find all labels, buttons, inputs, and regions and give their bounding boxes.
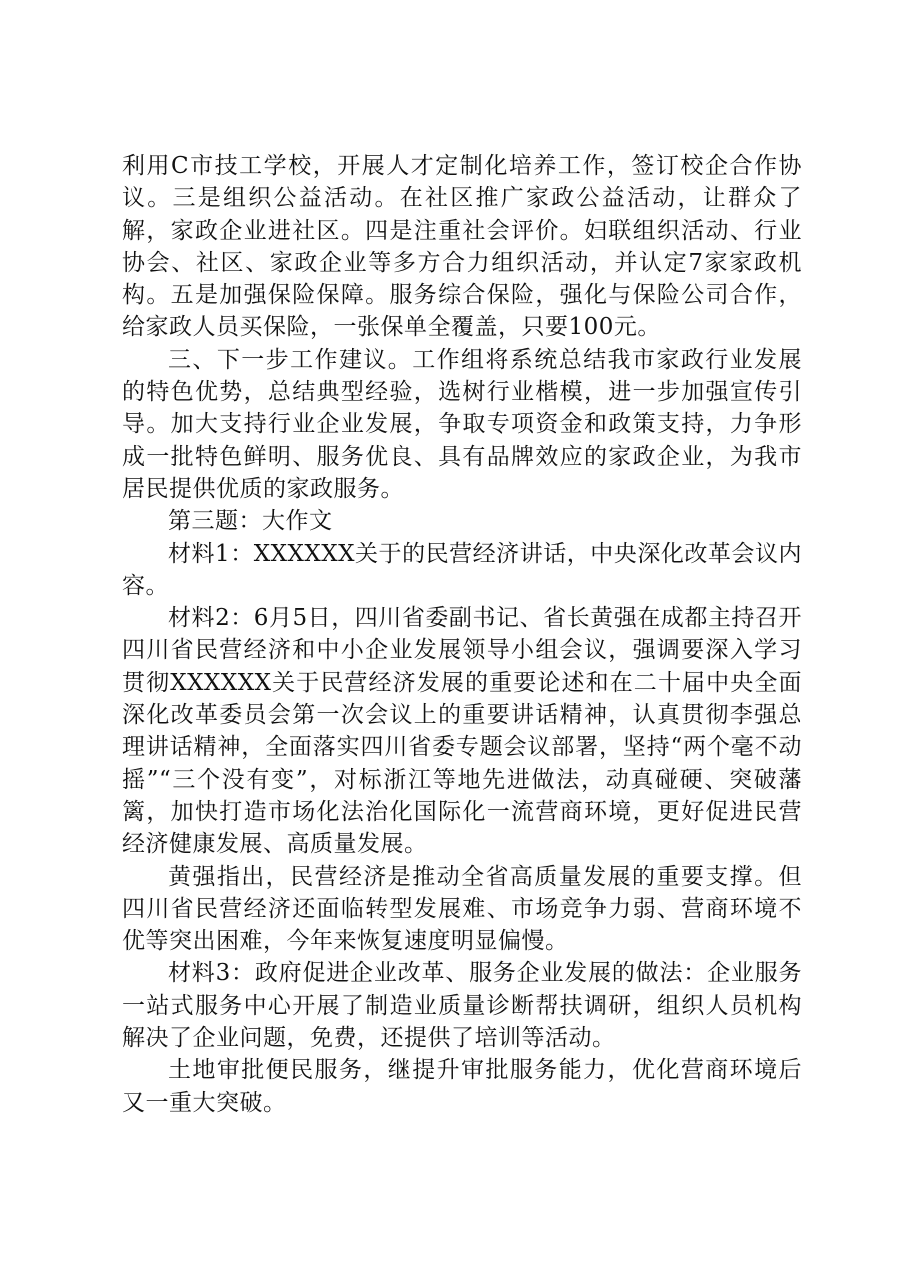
document-page [122, 150, 802, 1119]
paragraph-material-1: 材料1：XXXXXX关于的民营经济讲话，中央深化改革会议内容。 [122, 540, 802, 599]
paragraph-2: 三、下一步工作建议。工作组将系统总结我市家政行业发展的特色优势，总结典型经验，选树行业楷模，进一步加强宣传引导。加大支持行业企业发展，争取专项资金和政策支持，力争形成一批特色鲜明、服务优良、具有品牌效应的家政企业，为我市居民提供优质的家政服务。 [122, 346, 802, 502]
paragraph-5: 黄强指出，民营经济是推动全省高质量发展的重要支撑。但四川省民营经济还面临转型发展难、市场竞争力弱、营商环境不优等突出困难，今年来恢复速度明显偏慢。 [122, 863, 802, 955]
section-heading: 第三题：大作文 [168, 508, 333, 535]
paragraph-1: 利用C市技工学校，开展人才定制化培养工作，签订校企合作协议。三是组织公益活动。在社区推广家政公益活动，让群众了解，家政企业进社区。四是注重社会评价。妇联组织活动、行业协会、社区、家政企业等多方合力组织活动，并认定7家家政机构。五是加强保险保障。服务综合保险，强化与保险公司合作，给家政人员买保险，一张保单全覆盖，只要100元。 [122, 153, 802, 341]
paragraph-7: 土地审批便民服务，继提升审批服务能力，优化营商环境后又一重大突破。 [122, 1057, 802, 1116]
paragraph-material-3: 材料3：政府促进企业改革、服务企业发展的做法：企业服务一站式服务中心开展了制造业质量诊断帮扶调研，组织人员机构解决了企业问题，免费，还提供了培训等活动。 [122, 960, 802, 1052]
paragraph-material-2: 材料2：6月5日，四川省委副书记、省长黄强在成都主持召开四川省民营经济和中小企业发展领导小组会议，强调要深入学习贯彻XXXXXX关于民营经济发展的重要论述和在二十届中央全面深化改革委员会第一次会议上的重要讲话精神，认真贯彻李强总理讲话精神，全面落实四川省委专题会议部署，坚持“两个毫不动摇”“三个没有变”，对标浙江等地先进做法，动真碰硬、突破藩篱，加快打造市场化法治化国际化一流营商环境，更好促进民营经济健康发展、高质量发展。 [122, 605, 802, 858]
